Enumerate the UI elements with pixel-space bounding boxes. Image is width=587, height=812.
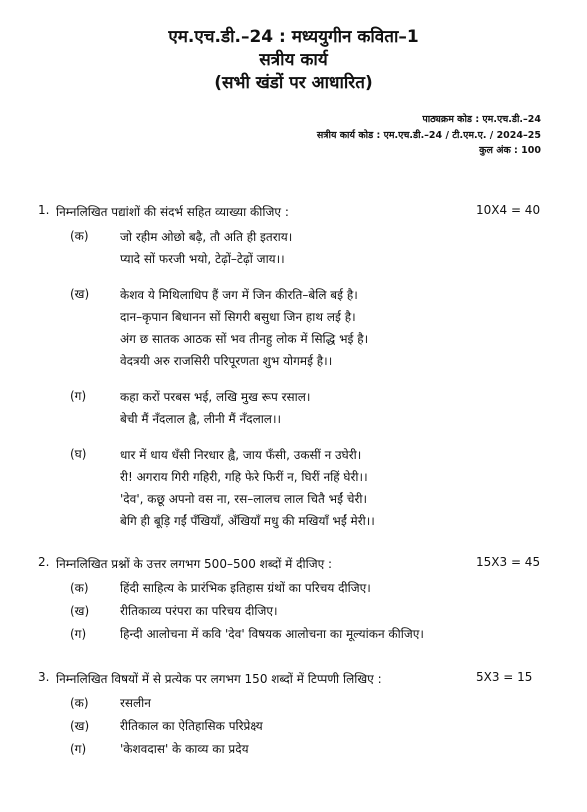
question-3-header [38,670,548,690]
verse-lines [120,387,548,431]
verse-line: अंग छ सातक आठक सों भव तीनहु लोक में सिद्धि भई है। [120,332,369,346]
page-title: एम.एच.डी.–24 : मध्ययुगीन कविता–1 [168,27,419,47]
question-3 [38,670,548,763]
title-block [0,26,587,95]
part-label: (क) [70,229,89,243]
course-code: पाठ्यक्रम कोड : एम.एच.डी.–24 [422,114,541,125]
part-label: (ख) [70,604,90,618]
verse-line: जो रहीम ओछो बढ़ै, तौ अति ही इतराय। [120,230,293,244]
assignment-code: सत्रीय कार्य कोड : एम.एच.डी.–24 / टी.एम.ए. / 2024–25 [316,129,541,141]
question-part [38,740,548,763]
question-part [38,387,548,431]
verse-line: वेदत्रयी अरु राजसिरी परिपूरणता शुभ योगमई है।। [120,354,333,368]
question-marks: 15X3 = 45 [476,555,541,569]
verse-line: केशव ये मिथिलाधिप हैं जग में जिन कीरति–बेलि बई है। [120,288,358,302]
part-label: (ख) [70,719,90,733]
question-part [38,285,548,373]
question-part [38,579,548,602]
question-part [38,694,548,717]
part-label: (ग) [70,627,87,641]
question-1 [38,203,548,533]
verse-lines [120,445,548,533]
question-text: निम्नलिखित पद्यांशों की संदर्भ सहित व्याख्या कीजिए : [56,205,289,219]
question-marks: 5X3 = 15 [476,670,533,684]
question-part [38,445,548,533]
verse-line: कहा करों परबस भई, लखि मुख रूप रसाल। [120,390,311,404]
part-label: (क) [70,581,89,595]
part-text: रसलीन [120,696,151,710]
verse-line: री! अगराय गिरी गहिरी, गहि फेरे फिरीं न, घिरीं नहिं घेरी।। [120,470,368,484]
part-text: रीतिकाल का ऐतिहासिक परिप्रेक्ष्य [120,719,263,733]
part-text: हिंदी साहित्य के प्रारंभिक इतिहास ग्रंथों का परिचय दीजिए। [120,581,371,595]
verse-line: बेची मैं नँदलाल ह्वै, लीनी मैं नँदलाल।। [120,412,282,426]
part-label: (घ) [70,447,87,461]
question-part [38,625,548,648]
verse-line: बेगि ही बूड़ि गईं पँखियाँ, अँखियाँ मधु की मखियाँ भईं मेरी।। [120,514,375,528]
question-2 [38,555,548,648]
question-marks: 10X4 = 40 [476,203,541,217]
part-label: (ख) [70,287,90,301]
part-label: (क) [70,696,89,710]
question-part [38,602,548,625]
question-number: 1. [38,203,50,217]
verse-line: प्यादे सों फरजी भयो, टेढ़ों–टेढ़ों जाय।। [120,252,285,266]
part-label: (ग) [70,389,87,403]
verse-lines [120,285,548,373]
question-text: निम्नलिखित प्रश्नों के उत्तर लगभग 500–500 शब्दों में दीजिए : [56,557,333,571]
page-subtitle: सत्रीय कार्य [259,50,328,70]
part-label: (ग) [70,742,87,756]
question-part [38,717,548,740]
question-1-header [38,203,548,223]
part-text: हिन्दी आलोचना में कवि 'देव' विषयक आलोचना का मूल्यांकन कीजिए। [120,627,424,641]
verse-lines [120,227,548,271]
question-number: 2. [38,555,50,569]
verse-line: 'देव', कछू अपनो वस ना, रस–लालच लाल चितै भईं चेरी। [120,492,368,506]
page-note: (सभी खंडों पर आधारित) [214,73,373,93]
question-number: 3. [38,670,50,684]
total-marks: कुल अंक : 100 [479,145,541,156]
part-text: 'केशवदास' के काव्य का प्रदेय [120,742,249,756]
question-part [38,227,548,271]
part-text: रीतिकाव्य परंपरा का परिचय दीजिए। [120,604,278,618]
verse-line: दान–कृपान बिधानन सों सिगरी बसुधा जिन हाथ लई है। [120,310,356,324]
question-2-header [38,555,548,575]
meta-block [317,112,541,159]
verse-line: धार में धाय धँसी निरधार ह्वै, जाय फँसी, उकसीं न उघेरी। [120,448,362,462]
question-text: निम्नलिखित विषयों में से प्रत्येक पर लगभग 150 शब्दों में टिप्पणी लिखिए : [56,672,382,686]
